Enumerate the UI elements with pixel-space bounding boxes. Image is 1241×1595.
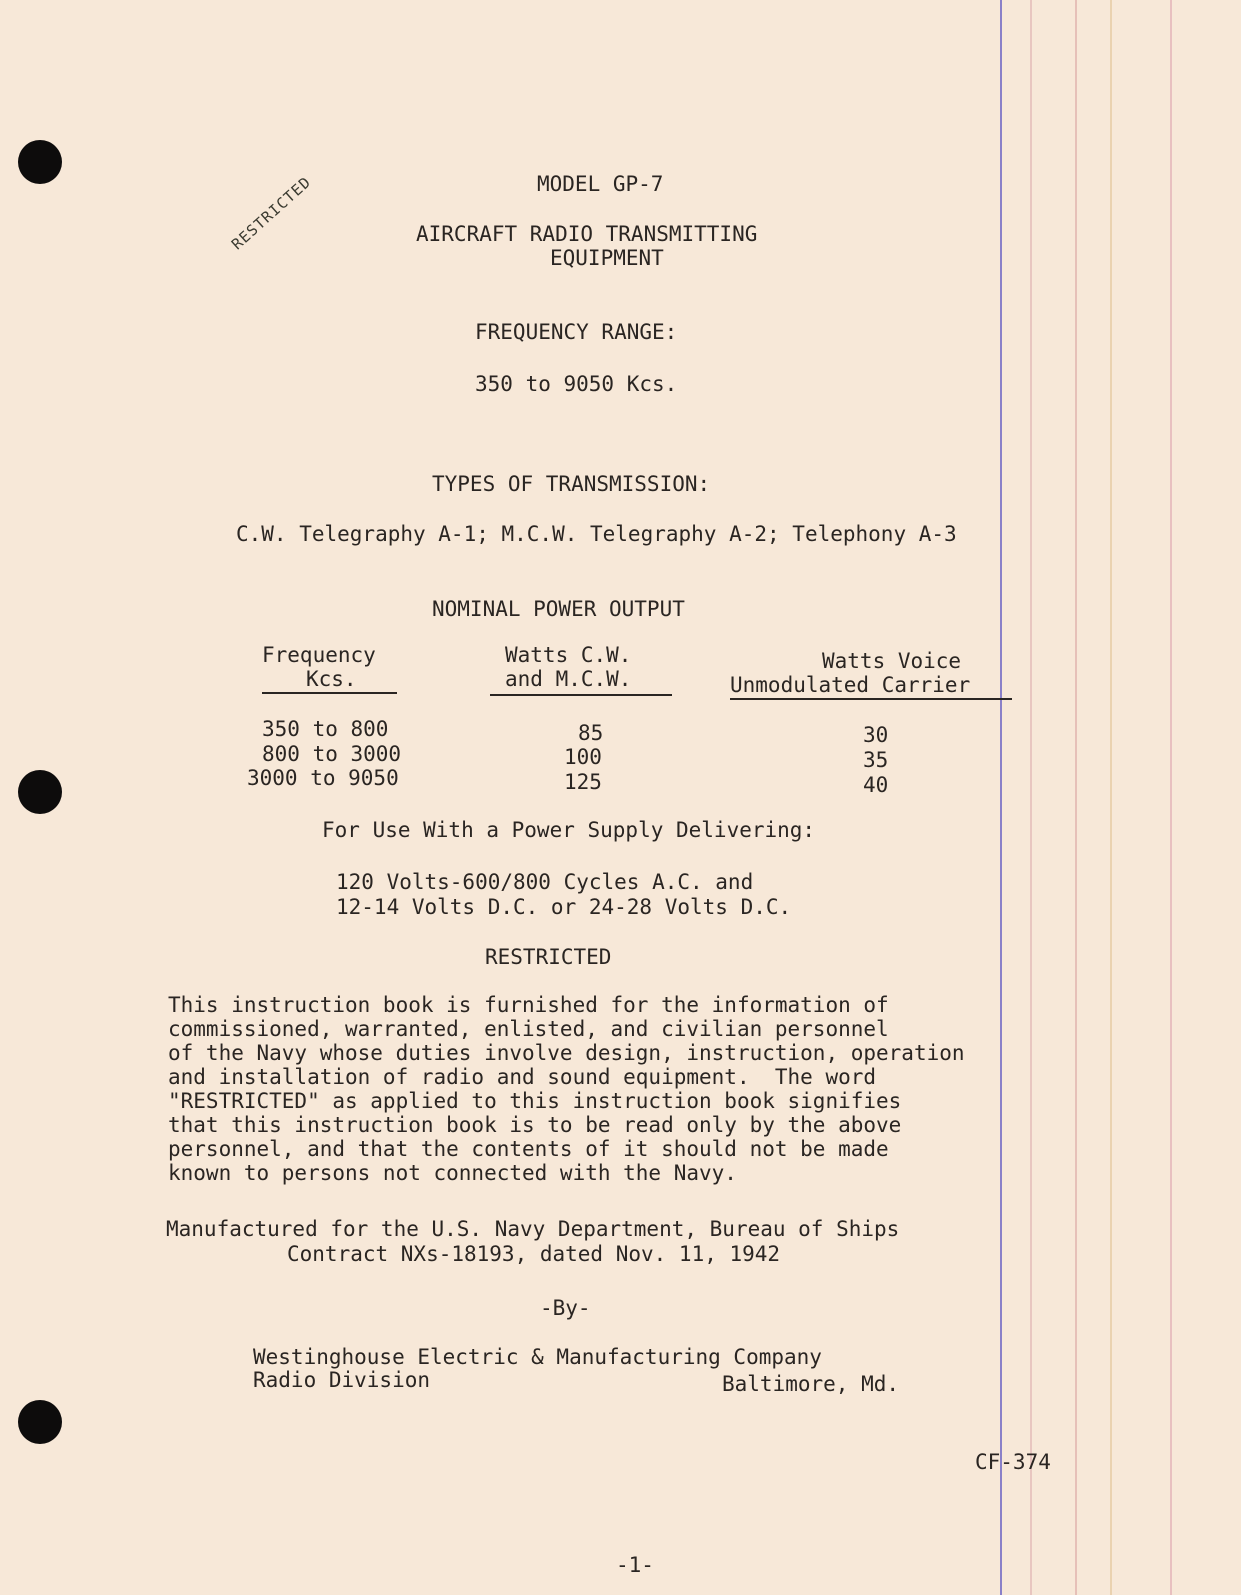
page-edge-line: [1170, 0, 1172, 1595]
power-supply-line2: 12-14 Volts D.C. or 24-28 Volts D.C.: [336, 895, 792, 919]
restricted-heading: RESTRICTED: [485, 945, 612, 969]
restricted-notice-line: This instruction book is furnished for the information of: [168, 993, 889, 1017]
by-label: -By-: [540, 1296, 591, 1320]
table-cell-frequency: 800 to 3000: [262, 742, 402, 766]
page-edge-line: [1110, 0, 1112, 1595]
manufacture-line1: Manufactured for the U.S. Navy Department, Bureau of Ships: [166, 1217, 900, 1241]
table-header-frequency-unit: Kcs.: [306, 667, 357, 691]
table-cell-watts-voice: 40: [863, 773, 889, 797]
restricted-notice-line: personnel, and that the contents of it should not be made: [168, 1137, 889, 1161]
restricted-stamp: RESTRICTED: [228, 172, 315, 254]
table-header-watts-voice: Watts Voice: [822, 649, 962, 673]
punch-hole-middle: [18, 770, 62, 814]
restricted-notice-line: known to persons not connected with the Navy.: [168, 1161, 737, 1185]
manufacture-contract: Contract NXs-18193, dated Nov. 11, 1942: [287, 1242, 781, 1266]
table-header-watts-cw: Watts C.W.: [505, 643, 632, 667]
power-output-label: NOMINAL POWER OUTPUT: [432, 597, 685, 621]
table-header-watts-voice-line2: Unmodulated Carrier: [730, 673, 971, 697]
table-header-watts-cw-line2: and M.C.W.: [505, 667, 632, 691]
table-cell-watts-voice: 30: [863, 723, 889, 747]
punch-hole-top: [18, 140, 62, 184]
model-title: MODEL GP-7: [537, 172, 664, 196]
frequency-range-value: 350 to 9050 Kcs.: [475, 372, 678, 396]
company-division: Radio Division: [253, 1368, 431, 1392]
transmission-value: C.W. Telegraphy A-1; M.C.W. Telegraphy A-2; Telephony A-3: [236, 522, 957, 546]
equipment-title-line2: EQUIPMENT: [550, 246, 664, 270]
page-number: -1-: [616, 1553, 654, 1577]
restricted-notice-line: of the Navy whose duties involve design, instruction, operation: [168, 1041, 965, 1065]
table-header-frequency: Frequency: [262, 643, 376, 667]
table-cell-watts-cw: 85: [578, 721, 604, 745]
table-cell-watts-cw: 100: [564, 745, 602, 769]
document-code: CF-374: [975, 1450, 1051, 1474]
table-cell-frequency: 3000 to 9050: [247, 766, 399, 790]
underline: [490, 694, 672, 696]
power-supply-line1: 120 Volts-600/800 Cycles A.C. and: [336, 870, 754, 894]
punch-hole-bottom: [18, 1400, 62, 1444]
restricted-notice-line: commissioned, warranted, enlisted, and civilian personnel: [168, 1017, 889, 1041]
restricted-notice-line: that this instruction book is to be read only by the above: [168, 1113, 902, 1137]
frequency-range-label: FREQUENCY RANGE:: [475, 320, 678, 344]
page-edge-line: [1030, 0, 1032, 1595]
restricted-notice-line: "RESTRICTED" as applied to this instruction book signifies: [168, 1089, 902, 1113]
table-cell-watts-cw: 125: [564, 770, 602, 794]
underline: [730, 698, 1012, 700]
transmission-label: TYPES OF TRANSMISSION:: [432, 472, 711, 496]
table-cell-frequency: 350 to 800: [262, 717, 389, 741]
page-edge-line: [1075, 0, 1077, 1595]
company-name: Westinghouse Electric & Manufacturing Company: [253, 1345, 822, 1369]
page-edge-line: [1000, 0, 1002, 1595]
power-supply-label: For Use With a Power Supply Delivering:: [322, 818, 816, 842]
equipment-title-line1: AIRCRAFT RADIO TRANSMITTING: [416, 222, 758, 246]
company-city: Baltimore, Md.: [722, 1372, 900, 1396]
restricted-notice-line: and installation of radio and sound equipment. The word: [168, 1065, 877, 1089]
table-cell-watts-voice: 35: [863, 748, 889, 772]
underline: [262, 692, 397, 694]
